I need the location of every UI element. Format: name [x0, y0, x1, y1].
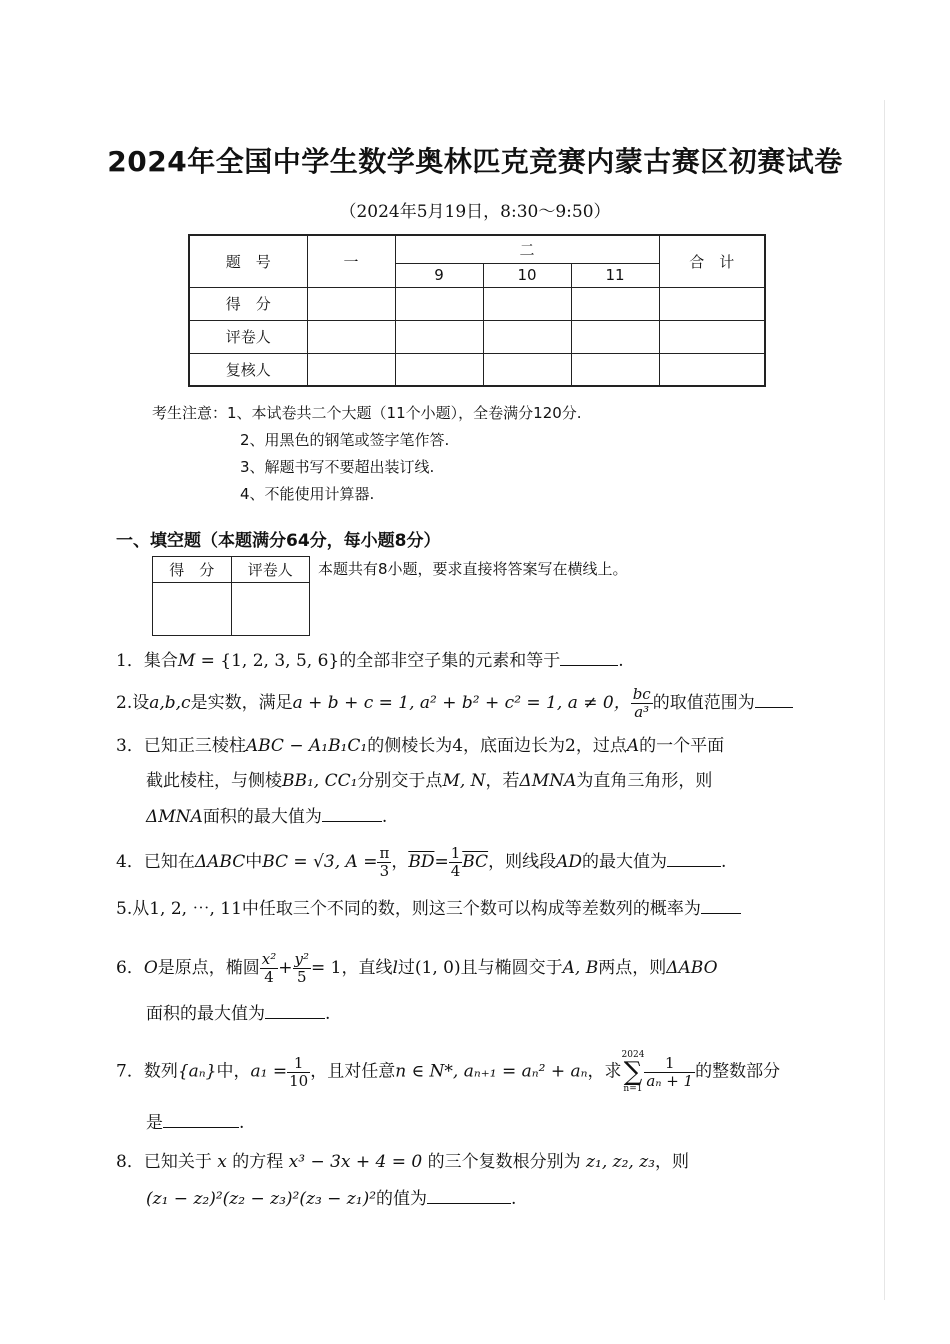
q-text: ，求 — [587, 1061, 622, 1082]
question-number: 2. — [116, 693, 133, 713]
q-text: 的侧棱长为4，底面边长为2，过点 — [367, 736, 627, 756]
q-text: 是 — [146, 1113, 163, 1133]
q-text: 是原点，椭圆 — [157, 958, 260, 978]
math-expr: A = — [345, 852, 378, 872]
q-text: 面积的最大值为 — [202, 807, 322, 827]
question-number: 8． — [116, 1152, 144, 1172]
exam-title: 2024年全国中学生数学奥林匹克竞赛内蒙古赛区初赛试卷 — [107, 145, 843, 178]
row-label-grader: 评卷人 — [189, 320, 307, 353]
q-text: . — [325, 1004, 331, 1024]
score-input-cell[interactable] — [483, 287, 571, 320]
notice-item: 1、本试卷共二个大题（11个小题），全卷满分120分. — [227, 404, 582, 422]
math-expr: z₁, z₂, z₃ — [586, 1152, 655, 1172]
math-expr: = {1, 2, 3, 5, 6} — [195, 651, 340, 671]
question-8-line-2 — [146, 1187, 516, 1210]
score-table — [188, 234, 766, 387]
header-cell: 题 号 — [189, 235, 307, 287]
answer-blank[interactable] — [427, 1187, 511, 1204]
q-text: 的取值范围为 — [652, 693, 755, 713]
q-text: . — [618, 651, 624, 671]
question-7 — [116, 1050, 780, 1094]
answer-blank[interactable] — [163, 1111, 239, 1128]
answer-blank[interactable] — [322, 805, 382, 822]
fraction: $\frac{1}{\text{aₙ + 1}}$ — [646, 1053, 694, 1090]
sub-col-11: 11 — [571, 263, 659, 287]
math-expr: = — [434, 852, 449, 872]
math-expr: aₙ₊₁ = aₙ² + aₙ — [463, 1061, 588, 1082]
q-text: 设 — [132, 693, 150, 713]
math-var: M, N — [442, 771, 486, 791]
section-score-table — [152, 556, 310, 636]
q-text: 的全部非空子集的元素和等于 — [339, 651, 561, 671]
question-number: 3． — [116, 736, 144, 756]
score-input-cell[interactable] — [395, 287, 483, 320]
q-text: 两点，则 — [598, 958, 667, 978]
notice-lead: 考生注意： — [152, 404, 228, 422]
q-text: 已知关于 — [143, 1152, 212, 1172]
math-expr: BC = √3, — [262, 852, 341, 872]
answer-blank[interactable] — [755, 691, 793, 708]
question-6 — [116, 951, 718, 986]
math-var: A — [626, 736, 640, 756]
fraction: $\frac{1}{10}$ — [289, 1053, 309, 1090]
q-text: 是实数，满足 — [190, 693, 293, 713]
q-text: 已知正三棱柱 — [143, 736, 246, 756]
question-number: 7． — [116, 1061, 144, 1082]
section-grader-header: 评卷人 — [231, 557, 310, 583]
math-expr: + — [278, 958, 293, 978]
math-expr: ΔMNA — [146, 807, 203, 827]
question-number: 6． — [116, 958, 144, 978]
q-text: 已知在 — [143, 852, 195, 872]
math-var: O — [143, 958, 158, 978]
q-text: 直线 — [358, 958, 393, 978]
question-5 — [116, 897, 741, 920]
part2-cell: 二 — [395, 235, 659, 263]
answer-blank[interactable] — [560, 649, 618, 666]
total-cell: 合 计 — [659, 235, 765, 287]
math-expr: a ≠ 0， — [567, 693, 631, 713]
sub-col-10: 10 — [483, 263, 571, 287]
notice-item: 2、用黑色的钢笔或签字笔作答. — [240, 431, 450, 449]
notice-item: 3、解题书写不要超出装订线. — [240, 458, 435, 476]
q-text: 且与椭圆交于 — [460, 958, 563, 978]
q-text: 的最大值为 — [582, 852, 667, 872]
q-text: 的一个平面 — [639, 736, 725, 756]
answer-blank[interactable] — [701, 897, 741, 914]
reviewer-input-cell[interactable] — [307, 353, 395, 386]
math-expr: (z₁ − z₂)²(z₂ − z₃)²(z₃ − z₁)² — [146, 1189, 377, 1209]
q-text: ，则 — [654, 1152, 689, 1172]
section-note: 本题共有8小题，要求直接将答案写在横线上。 — [318, 560, 628, 578]
math-var: a,b,c — [149, 693, 191, 713]
fraction: $\frac{1}{4}$ — [450, 844, 461, 880]
q-text: 分别交于点 — [357, 771, 443, 791]
q-text: 集合 — [143, 651, 178, 671]
notice-item: 4、不能使用计算器. — [240, 485, 375, 503]
grader-input-cell[interactable] — [307, 320, 395, 353]
math-expr: a + b + c = 1, — [292, 693, 415, 713]
math-expr: ΔABC — [194, 852, 246, 872]
math-expr: n ∈ N*, — [395, 1061, 459, 1082]
math-expr: = 1， — [311, 958, 359, 978]
q-text: 的方程 — [232, 1152, 284, 1172]
q-text: 中， — [216, 1061, 251, 1082]
q-text: 过 — [397, 958, 415, 978]
math-expr: BB₁, CC₁ — [282, 771, 358, 791]
fraction: $\frac{\text{x²}}{4}$ — [261, 950, 277, 986]
row-label-score: 得 分 — [189, 287, 307, 320]
reviewer-input-cell[interactable] — [571, 353, 659, 386]
grader-input-cell[interactable] — [483, 320, 571, 353]
q-text: 的值为 — [376, 1189, 428, 1209]
q-text: 面积的最大值为 — [146, 1004, 265, 1024]
question-number: 4． — [116, 852, 144, 872]
summation: 2024 ∑ n=1 — [621, 1050, 645, 1094]
question-number: 5. — [116, 899, 133, 919]
vector: $\overline{BD}$ — [408, 852, 435, 872]
question-4: 4．已知在ΔABC中BC = √3, A = $\frac{\pi}{3}$ ，$\overline{BD}=$ $\frac{1}{4}$ $\overline{BC}$，则线段AD的最大值为 . — [116, 844, 727, 880]
math-expr: (1, 0) — [414, 958, 461, 978]
question-7-line-2 — [146, 1111, 244, 1134]
question-2 — [116, 686, 793, 721]
score-input-cell[interactable] — [659, 287, 765, 320]
q-text: ，且对任意 — [310, 1061, 396, 1082]
fraction: $\frac{\text{y²}}{5}$ — [294, 950, 309, 986]
question-1 — [116, 649, 624, 672]
q-text: . — [721, 852, 727, 872]
math-expr: ΔABO — [666, 958, 718, 978]
reviewer-input-cell[interactable] — [659, 353, 765, 386]
q-text: . — [381, 807, 388, 827]
q-text: 为直角三角形，则 — [576, 771, 713, 791]
math-expr: ABC − A₁B₁C₁ — [245, 736, 368, 756]
score-input-cell[interactable] — [307, 287, 395, 320]
q-text: . — [511, 1189, 517, 1209]
q-text: 的三个复数根分别为 — [427, 1152, 581, 1172]
q-text: 数列 — [143, 1061, 178, 1082]
exam-date: （2024年5月19日，8:30～9:50） — [339, 202, 611, 222]
math-var: l — [392, 958, 398, 978]
math-var: M — [177, 651, 196, 671]
answer-blank[interactable] — [667, 850, 721, 867]
math-expr: ΔMNA — [519, 771, 577, 791]
math-expr: {aₙ} — [177, 1061, 217, 1082]
score-input-cell[interactable] — [571, 287, 659, 320]
q-text: 的整数部分 — [695, 1061, 781, 1082]
question-8 — [116, 1151, 689, 1173]
math-var: x — [217, 1152, 227, 1172]
section-score-header: 得 分 — [153, 557, 232, 583]
page-edge — [884, 100, 885, 1300]
section-title: 一、填空题（本题满分64分，每小题8分） — [116, 531, 441, 551]
question-number: 1． — [116, 651, 144, 671]
q-text: 中 — [245, 852, 263, 872]
math-expr: a² + b² + c² = 1, — [419, 693, 563, 713]
q-text: . — [239, 1113, 245, 1133]
row-label-reviewer: 复核人 — [189, 353, 307, 386]
reviewer-input-cell[interactable] — [483, 353, 571, 386]
section-grader-cell[interactable] — [231, 583, 310, 636]
question-3-line-3 — [146, 805, 387, 828]
part1-cell: 一 — [307, 235, 395, 287]
section-score-cell[interactable] — [153, 583, 232, 636]
fraction: $\frac{\pi}{3}$ — [379, 844, 390, 880]
grader-input-cell[interactable] — [571, 320, 659, 353]
math-var: A, B — [562, 958, 599, 978]
grader-input-cell[interactable] — [659, 320, 765, 353]
q-text: ，则线段 — [488, 852, 557, 872]
question-6-line-2 — [146, 1002, 330, 1025]
grader-input-cell[interactable] — [395, 320, 483, 353]
math-expr: a₁ = — [250, 1061, 288, 1082]
candidate-notice — [152, 400, 582, 508]
answer-blank[interactable] — [265, 1002, 325, 1019]
sub-col-9: 9 — [395, 263, 483, 287]
vector: $\overline{BC}$ — [462, 852, 489, 872]
math-expr: x³ − 3x + 4 = 0 — [288, 1152, 423, 1172]
q-text: ，若 — [485, 771, 520, 791]
reviewer-input-cell[interactable] — [395, 353, 483, 386]
q-text: 截此棱柱，与侧棱 — [146, 771, 282, 791]
q-text: 从1, 2, ⋯, 11中任取三个不同的数，则这三个数可以构成等差数列的概率为 — [132, 899, 701, 919]
fraction: $\frac{bc}{\text{a³}}$ — [632, 685, 651, 721]
math-var: AD — [556, 852, 582, 872]
question-3-line-2 — [146, 770, 712, 792]
question-3 — [116, 735, 724, 757]
